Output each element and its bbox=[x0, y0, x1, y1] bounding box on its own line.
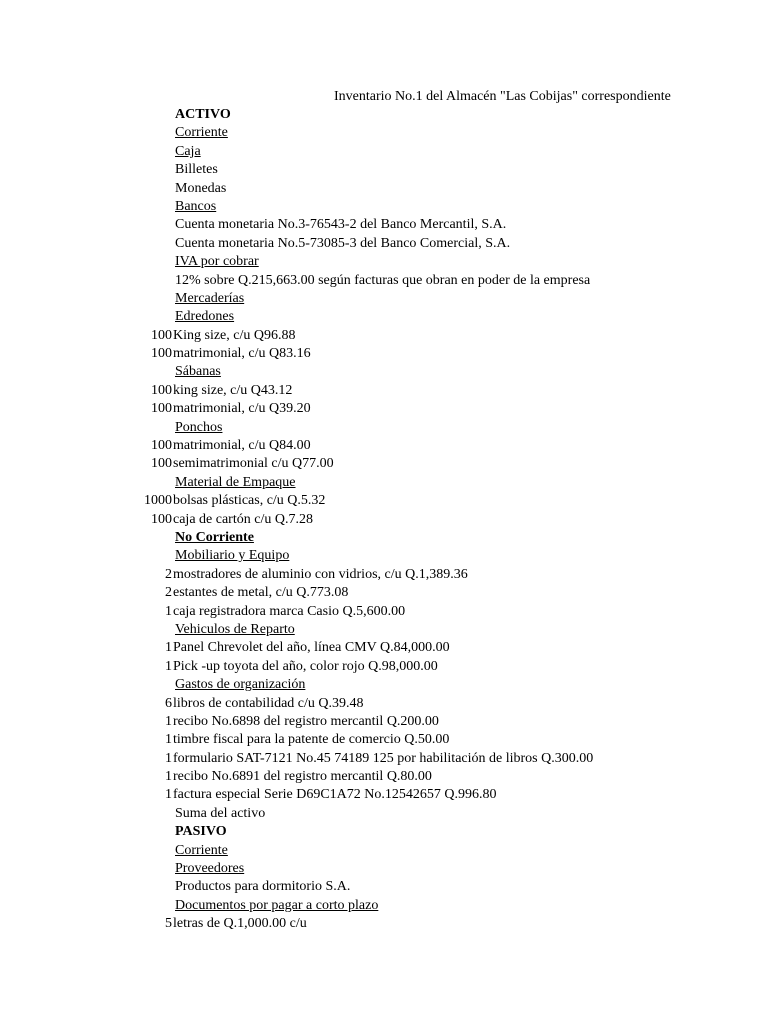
row-quantity: 1 bbox=[165, 603, 172, 619]
row-label: recibo No.6898 del registro mercantil Q.200.00 bbox=[173, 713, 439, 729]
inventory-row bbox=[0, 327, 768, 345]
inventory-row bbox=[0, 272, 768, 290]
inventory-row bbox=[0, 124, 768, 142]
row-label: Bancos bbox=[175, 198, 217, 214]
inventory-row bbox=[0, 180, 768, 198]
row-label: Mercaderías bbox=[175, 290, 245, 306]
row-quantity: 5 bbox=[165, 916, 172, 932]
inventory-row bbox=[0, 805, 768, 823]
inventory-row bbox=[0, 603, 768, 621]
inventory-row bbox=[0, 363, 768, 381]
inventory-row bbox=[0, 345, 768, 363]
inventory-row bbox=[0, 860, 768, 878]
row-label: Ponchos bbox=[175, 419, 223, 435]
row-quantity: 100 bbox=[151, 511, 172, 527]
row-label: No Corriente bbox=[175, 529, 254, 545]
inventory-row bbox=[0, 842, 768, 860]
row-label: Pick -up toyota del año, color rojo Q.98,000.00 bbox=[173, 658, 438, 674]
row-label: libros de contabilidad c/u Q.39.48 bbox=[173, 695, 364, 711]
row-quantity: 1 bbox=[165, 713, 172, 729]
inventory-row bbox=[0, 750, 768, 768]
row-label: recibo No.6891 del registro mercantil Q.80.00 bbox=[173, 769, 432, 785]
row-label: letras de Q.1,000.00 c/u bbox=[173, 916, 307, 932]
inventory-row bbox=[0, 419, 768, 437]
inventory-row bbox=[0, 161, 768, 179]
row-label: caja registradora marca Casio Q.5,600.00 bbox=[173, 603, 406, 619]
row-label: matrimonial, c/u Q83.16 bbox=[173, 346, 311, 362]
row-label: Material de Empaque bbox=[175, 474, 296, 490]
row-quantity: 1000 bbox=[144, 493, 172, 509]
inventory-row bbox=[0, 566, 768, 584]
row-quantity: 1 bbox=[165, 769, 172, 785]
inventory-row bbox=[0, 382, 768, 400]
row-label: Corriente bbox=[175, 842, 228, 858]
row-label: semimatrimonial c/u Q77.00 bbox=[173, 456, 334, 472]
row-label: Productos para dormitorio S.A. bbox=[175, 879, 351, 895]
inventory-row bbox=[0, 676, 768, 694]
row-quantity: 1 bbox=[165, 787, 172, 803]
row-label: Sábanas bbox=[175, 364, 221, 380]
row-label: Corriente bbox=[175, 125, 228, 141]
row-label: matrimonial, c/u Q39.20 bbox=[173, 401, 311, 417]
row-label: Cuenta monetaria No.3-76543-2 del Banco Mercantil, S.A. bbox=[175, 217, 507, 233]
row-label: estantes de metal, c/u Q.773.08 bbox=[173, 585, 349, 601]
row-label: ACTIVO bbox=[175, 107, 231, 122]
row-label: matrimonial, c/u Q84.00 bbox=[173, 438, 311, 454]
row-quantity: 100 bbox=[151, 401, 172, 417]
inventory-list bbox=[0, 106, 768, 934]
inventory-row bbox=[0, 474, 768, 492]
inventory-row bbox=[0, 455, 768, 473]
row-quantity: 1 bbox=[165, 732, 172, 748]
row-label: Vehiculos de Reparto bbox=[175, 621, 295, 637]
row-label: IVA por cobrar bbox=[175, 254, 259, 270]
row-label: PASIVO bbox=[175, 824, 227, 840]
row-label: mostradores de aluminio con vidrios, c/u Q.1,389.36 bbox=[173, 566, 468, 582]
row-label: Cuenta monetaria No.5-73085-3 del Banco Comercial, S.A. bbox=[175, 235, 511, 251]
inventory-row bbox=[0, 823, 768, 841]
inventory-row bbox=[0, 584, 768, 602]
row-label: formulario SAT-7121 No.45 74189 125 por habilitación de libros Q.300.00 bbox=[173, 750, 594, 766]
row-label: caja de cartón c/u Q.7.28 bbox=[173, 511, 313, 527]
inventory-row bbox=[0, 768, 768, 786]
inventory-row bbox=[0, 658, 768, 676]
row-label: Documentos por pagar a corto plazo bbox=[175, 897, 379, 913]
inventory-row bbox=[0, 786, 768, 804]
inventory-row bbox=[0, 639, 768, 657]
row-quantity: 2 bbox=[165, 585, 172, 601]
row-label: factura especial Serie D69C1A72 No.12542657 Q.996.80 bbox=[173, 787, 497, 803]
inventory-row bbox=[0, 621, 768, 639]
row-quantity: 100 bbox=[151, 438, 172, 454]
row-quantity: 2 bbox=[165, 566, 172, 582]
row-label: Panel Chrevolet del año, línea CMV Q.84,000.00 bbox=[173, 640, 450, 656]
row-label: Edredones bbox=[175, 309, 235, 325]
inventory-title: Inventario No.1 del Almacén "Las Cobijas" correspondiente bbox=[334, 89, 671, 104]
inventory-row bbox=[0, 308, 768, 326]
row-label: timbre fiscal para la patente de comercio Q.50.00 bbox=[173, 732, 450, 748]
inventory-row bbox=[0, 529, 768, 547]
row-label: Monedas bbox=[175, 180, 227, 196]
row-label: King size, c/u Q96.88 bbox=[173, 327, 296, 343]
inventory-row bbox=[0, 878, 768, 896]
inventory-row bbox=[0, 713, 768, 731]
inventory-row bbox=[0, 695, 768, 713]
inventory-row bbox=[0, 290, 768, 308]
row-label: Caja bbox=[175, 143, 201, 159]
inventory-row bbox=[0, 198, 768, 216]
inventory-row bbox=[0, 106, 768, 124]
inventory-row bbox=[0, 216, 768, 234]
row-quantity: 1 bbox=[165, 658, 172, 674]
row-label: Mobiliario y Equipo bbox=[175, 548, 290, 564]
inventory-row bbox=[0, 253, 768, 271]
inventory-row bbox=[0, 511, 768, 529]
row-quantity: 1 bbox=[165, 640, 172, 656]
row-label: king size, c/u Q43.12 bbox=[173, 382, 293, 398]
row-quantity: 100 bbox=[151, 327, 172, 343]
inventory-row bbox=[0, 547, 768, 565]
row-label: bolsas plásticas, c/u Q.5.32 bbox=[173, 493, 326, 509]
inventory-row bbox=[0, 143, 768, 161]
inventory-row bbox=[0, 731, 768, 749]
inventory-row bbox=[0, 492, 768, 510]
inventory-row bbox=[0, 235, 768, 253]
inventory-row bbox=[0, 437, 768, 455]
inventory-row bbox=[0, 897, 768, 915]
row-quantity: 100 bbox=[151, 456, 172, 472]
inventory-row bbox=[0, 400, 768, 418]
row-quantity: 1 bbox=[165, 750, 172, 766]
inventory-row bbox=[0, 915, 768, 933]
row-label: Proveedores bbox=[175, 861, 245, 877]
row-label: 12% sobre Q.215,663.00 según facturas que obran en poder de la empresa bbox=[175, 272, 591, 288]
row-label: Suma del activo bbox=[175, 805, 266, 821]
row-quantity: 6 bbox=[165, 695, 172, 711]
row-label: Billetes bbox=[175, 162, 218, 178]
row-quantity: 100 bbox=[151, 346, 172, 362]
row-label: Gastos de organización bbox=[175, 677, 306, 693]
row-quantity: 100 bbox=[151, 382, 172, 398]
